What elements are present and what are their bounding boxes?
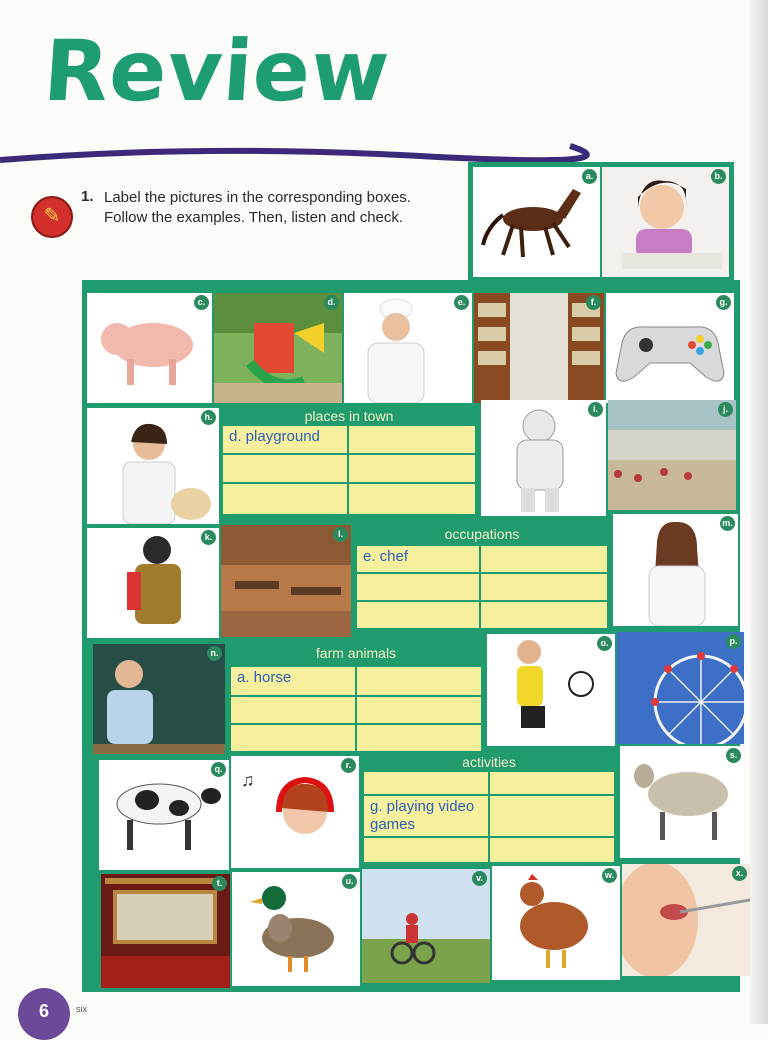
picture-letter: i. [588,402,603,417]
box-title: farm animals [315,645,397,661]
answer-cell[interactable] [357,697,481,723]
occupations-box [353,524,611,632]
picture-letter: e. [454,295,469,310]
picture-d-playground [214,293,342,403]
page-number-badge: 6 [18,988,70,1040]
picture-f-library [474,293,604,403]
picture-o-soccer-boy [487,634,615,746]
picture-h-veterinarian [87,408,219,524]
box-title: activities [462,754,516,770]
answer-cell[interactable] [349,426,475,453]
picture-letter: q. [211,762,226,777]
picture-g-game-controller [606,293,734,403]
answer-cell[interactable] [481,546,607,572]
picture-i-astronaut [481,400,606,516]
picture-letter: v. [472,871,487,886]
picture-e-chef [344,293,472,403]
picture-l-restaurant [221,525,351,637]
answer-cell[interactable] [349,484,475,514]
picture-letter: k. [201,530,216,545]
answer-cell[interactable] [357,574,479,600]
picture-b-girl-reading [602,167,729,277]
instruction-text: Label the pictures in the corresponding boxes. Follow the examples. Then, listen and check. [104,189,411,226]
picture-letter: t. [212,876,227,891]
svg-text:♫: ♫ [241,770,255,790]
picture-letter: r. [341,758,356,773]
page-number-word: six [76,1004,87,1014]
picture-letter: d. [324,295,339,310]
picture-letter: u. [342,874,357,889]
picture-letter: j. [718,402,733,417]
box-title: places in town [304,408,394,424]
picture-letter: s. [726,748,741,763]
pencil-icon: ✎ [31,196,73,238]
box-title: occupations [444,526,520,542]
picture-letter: h. [201,410,216,425]
picture-j-mall [608,400,736,510]
picture-x-eating [622,864,750,976]
picture-c-pig [87,293,212,403]
picture-letter: n. [207,646,222,661]
answer-cell[interactable] [357,667,481,695]
picture-letter: o. [597,636,612,651]
answer-cell[interactable] [357,725,481,751]
answer-cell[interactable] [490,796,614,836]
places-in-town-box [219,406,479,518]
page-edge [750,0,768,1024]
picture-letter: g. [716,295,731,310]
picture-m-doctor [613,514,738,626]
answer-cell[interactable] [223,455,347,482]
activities-box [360,752,618,866]
answer-cell-example: g. playing video games [364,796,488,836]
picture-w-hen [492,866,620,980]
picture-r-girl-headphones [231,756,359,868]
picture-s-sheep [620,746,744,858]
answer-cell[interactable] [481,602,607,628]
picture-v-cycling [362,869,490,983]
picture-letter: b. [711,169,726,184]
farm-animals-box [227,643,485,755]
picture-letter: x. [732,866,747,881]
answer-cell[interactable] [357,602,479,628]
answer-cell[interactable] [364,838,488,862]
picture-p-ferris-wheel [617,632,744,744]
picture-q-cow [99,760,229,870]
picture-n-teacher [93,644,225,754]
picture-letter: w. [602,868,617,883]
picture-letter: a. [582,169,597,184]
answer-cell[interactable] [364,772,488,794]
answer-cell[interactable] [231,697,355,723]
answer-cell[interactable] [349,455,475,482]
answer-cell[interactable] [223,484,347,514]
answer-cell-example: d. playground [223,426,347,453]
answer-cell[interactable] [490,772,614,794]
picture-letter: p. [726,634,741,649]
picture-u-duck [232,872,360,986]
answer-cell[interactable] [231,725,355,751]
page-title: Review [40,22,394,120]
picture-a-horse [473,167,600,277]
picture-k-firefighter [87,528,219,638]
answer-cell[interactable] [481,574,607,600]
picture-letter: c. [194,295,209,310]
exercise-number: 1. [81,188,94,205]
picture-letter: m. [720,516,735,531]
picture-letter: l. [333,527,348,542]
answer-cell-example: e. chef [357,546,479,572]
answer-cell[interactable] [490,838,614,862]
answer-cell-example: a. horse [231,667,355,695]
picture-letter: f. [586,295,601,310]
picture-t-movie-theater [101,874,230,988]
